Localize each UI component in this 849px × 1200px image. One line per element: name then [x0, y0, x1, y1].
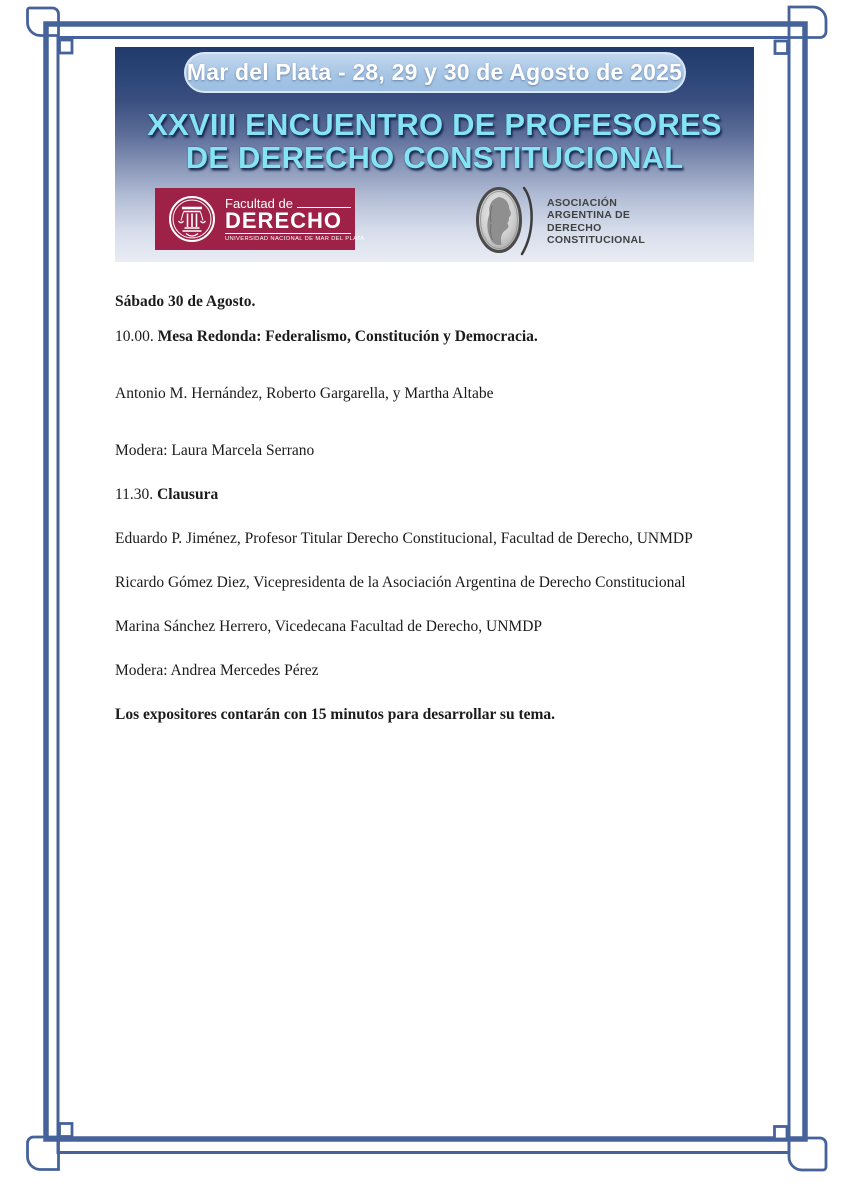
- column-seal-icon: [168, 195, 216, 243]
- program-item-speaker: Ricardo Gómez Diez, Vicepresidenta de la Asociación Argentina de Derecho Constitucional: [115, 574, 686, 591]
- program-item-moderator: Modera: Andrea Mercedes Pérez: [115, 662, 319, 679]
- event-banner: [115, 47, 754, 262]
- program-item-speaker: Marina Sánchez Herrero, Vicedecana Facultad de Derecho, UNMDP: [115, 618, 543, 635]
- program-item-time: 10.00.: [115, 328, 158, 345]
- medallion-profile-icon: [475, 184, 537, 260]
- corner-cap-bottom-left: [28, 1137, 59, 1170]
- program-item: [115, 441, 760, 460]
- facultad-logo-university: UNIVERSIDAD NACIONAL DE MAR DEL PLATA: [225, 235, 365, 242]
- program-item: [115, 573, 760, 592]
- program-item-time: 11.30.: [115, 486, 158, 503]
- program-note-text: Los expositores contarán con 15 minutos para desarrollar su tema.: [115, 706, 556, 723]
- event-title-line2: DE DERECHO CONSTITUCIONAL: [185, 140, 684, 175]
- corner-square-bottom-right: [775, 1127, 788, 1140]
- facultad-derecho-logo: [155, 188, 365, 250]
- program-item: [115, 485, 760, 504]
- program-item-title: Mesa Redonda: Federalismo, Constitución y Democracia.: [157, 328, 538, 345]
- date-badge: [184, 52, 686, 93]
- program-section: [115, 292, 760, 749]
- asociacion-logo: [475, 184, 645, 260]
- asociacion-line2: ARGENTINA DE: [547, 209, 631, 222]
- program-item-title: Clausura: [157, 486, 219, 503]
- corner-square-bottom-left: [60, 1124, 73, 1137]
- corner-cap-bottom-right: [789, 1138, 826, 1170]
- program-day-heading: Sábado 30 de Agosto.: [115, 293, 256, 310]
- facultad-logo-text: [225, 195, 365, 242]
- program-item: [115, 661, 760, 680]
- asociacion-line4: CONSTITUCIONAL: [547, 234, 646, 247]
- program-note: [115, 705, 760, 724]
- asociacion-line1: ASOCIACIÓN: [547, 197, 618, 209]
- program-item: [115, 617, 760, 636]
- facultad-logo-name: DERECHO: [225, 210, 351, 234]
- event-title: [115, 108, 754, 174]
- program-item: [115, 384, 760, 403]
- program-item-speaker: Eduardo P. Jiménez, Profesor Titular Derecho Constitucional, Facultad de Derecho, UNMDP: [115, 530, 693, 547]
- date-badge-text: Mar del Plata - 28, 29 y 30 de Agosto de 2025: [186, 59, 683, 85]
- facultad-logo-line1: Facultad de: [225, 195, 293, 211]
- program-item-speakers: Antonio M. Hernández, Roberto Gargarella, y Martha Altabe: [115, 385, 494, 402]
- event-title-line1: XXVIII ENCUENTRO DE PROFESORES: [147, 107, 722, 142]
- program-item: [115, 529, 760, 548]
- corner-square-top-left: [60, 40, 73, 53]
- corner-square-top-right: [775, 41, 788, 54]
- asociacion-logo-text: [547, 184, 645, 247]
- asociacion-line3: DERECHO: [547, 221, 602, 234]
- program-item: [115, 327, 760, 346]
- program-item-moderator: Modera: Laura Marcela Serrano: [115, 442, 315, 459]
